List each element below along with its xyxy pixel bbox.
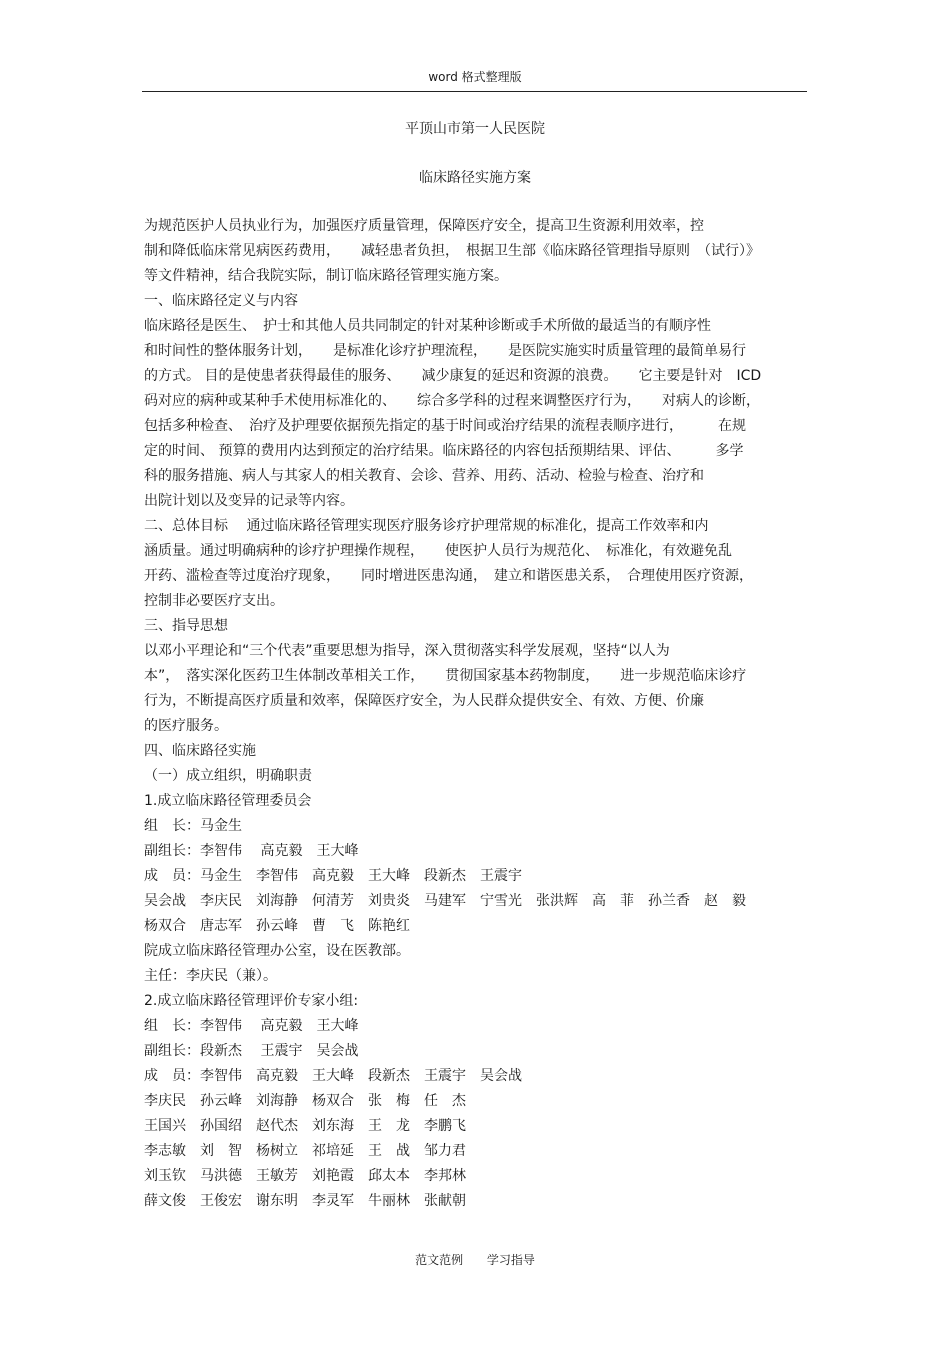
body-line: 出院计划以及变异的记录等内容。	[144, 493, 354, 509]
member-line: 组 长：马金生	[144, 818, 242, 834]
hospital-name: 平顶山市第一人民医院	[405, 121, 545, 137]
body-line: 院成立临床路径管理办公室，设在医教部。	[144, 943, 410, 959]
body-line: 控制非必要医疗支出。	[144, 593, 284, 609]
document-title: 临床路径实施方案	[419, 170, 531, 186]
body-line: 以邓小平理论和“三个代表”重要思想为指导，深入贯彻落实科学发展观，坚持“以人为	[144, 643, 670, 659]
body-line: 临床路径是医生、 护士和其他人员共同制定的针对某种诊断或手术所做的最适当的有顺序性	[144, 318, 711, 334]
body-line: 的方式。 目的是使患者获得最佳的服务、 减少康复的延迟和资源的浪费。 它主要是针对 ICD	[144, 368, 762, 384]
member-line: 副组长：段新杰 王震宇 吴会战	[144, 1043, 359, 1059]
section-heading: 四、临床路径实施	[144, 743, 256, 759]
member-line: 组 长：李智伟 高克毅 王大峰	[144, 1018, 359, 1034]
member-line: 薛文俊 王俊宏 谢东明 李灵军 牛丽林 张献朝	[144, 1193, 466, 1209]
section-heading: 一、临床路径定义与内容	[144, 293, 298, 309]
subsection-heading: 1.成立临床路径管理委员会	[144, 793, 312, 809]
member-line: 成 员：马金生 李智伟 高克毅 王大峰 段新杰 王震宇	[144, 868, 522, 884]
body-line: 行为，不断提高医疗质量和效率，保障医疗安全，为人民群众提供安全、有效、方便、价廉	[144, 693, 704, 709]
footer-right-text: 学习指导	[486, 1253, 535, 1267]
subsection-heading: 2.成立临床路径管理评价专家小组:	[144, 993, 359, 1009]
body-line: 的医疗服务。	[144, 718, 228, 734]
body-line: 为规范医护人员执业行为，加强医疗质量管理，保障医疗安全，提高卫生资源利用效率，控	[144, 218, 704, 234]
section-heading: 二、总体目标 通过临床路径管理实现医疗服务诊疗护理常规的标准化，提高工作效率和内	[144, 518, 709, 534]
body-line: 制和降低临床常见病医药费用， 减轻患者负担， 根据卫生部《临床路径管理指导原则 （试行）》	[144, 243, 760, 259]
page-footer	[0, 1251, 950, 1268]
member-line: 副组长：李智伟 高克毅 王大峰	[144, 843, 359, 859]
body-line: 码对应的病种或某种手术使用标准化的、 综合多学科的过程来调整医疗行为， 对病人的诊断，	[144, 393, 760, 409]
member-line: 杨双合 唐志军 孙云峰 曹 飞 陈艳红	[144, 918, 410, 934]
body-line: 主任：李庆民（兼）。	[144, 968, 277, 984]
body-line: 包括多种检查、 治疗及护理要依据预先指定的基于时间或治疗结果的流程表顺序进行， 在规	[144, 418, 746, 434]
section-heading: 三、指导思想	[144, 618, 228, 634]
body-line: 开药、滥检查等过度治疗现象， 同时增进医患沟通， 建立和谐医患关系， 合理使用医疗资源，	[144, 568, 753, 584]
body-line: 定的时间、 预算的费用内达到预定的治疗结果。临床路径的内容包括预期结果、评估、 多学	[144, 443, 744, 459]
member-line: 李志敏 刘 智 杨树立 祁培延 王 战 邹力君	[144, 1143, 466, 1159]
header-rule	[142, 91, 807, 92]
document-body	[144, 214, 809, 1214]
member-line: 刘玉钦 马洪德 王敏芳 刘艳霞 邱太本 李邦林	[144, 1168, 466, 1184]
body-line: 科的服务措施、病人与其家人的相关教育、会诊、营养、用药、活动、检验与检查、治疗和	[144, 468, 704, 484]
page-header: word 格式整理版	[428, 70, 522, 84]
member-line: 王国兴 孙国绍 赵代杰 刘东海 王 龙 李鹏飞	[144, 1118, 466, 1134]
member-line: 李庆民 孙云峰 刘海静 杨双合 张 梅 任 杰	[144, 1093, 466, 1109]
member-line: 成 员：李智伟 高克毅 王大峰 段新杰 王震宇 吴会战	[144, 1068, 522, 1084]
member-line: 吴会战 李庆民 刘海静 何清芳 刘贵炎 马建军 宁雪光 张洪辉 高 菲 孙兰香 赵 毅	[144, 893, 746, 909]
footer-left-text: 范文范例	[415, 1253, 464, 1267]
body-line: 涵质量。通过明确病种的诊疗护理操作规程， 使医护人员行为规范化、 标准化，有效避免乱	[144, 543, 732, 559]
body-line: 等文件精神，结合我院实际，制订临床路径管理实施方案。	[144, 268, 508, 284]
body-line: 和时间性的整体服务计划， 是标准化诊疗护理流程， 是医院实施实时质量管理的最简单易行	[144, 343, 746, 359]
body-line: 本”， 落实深化医药卫生体制改革相关工作， 贯彻国家基本药物制度， 进一步规范临床诊疗	[144, 668, 747, 684]
subsection-heading: （一）成立组织，明确职责	[144, 768, 312, 784]
